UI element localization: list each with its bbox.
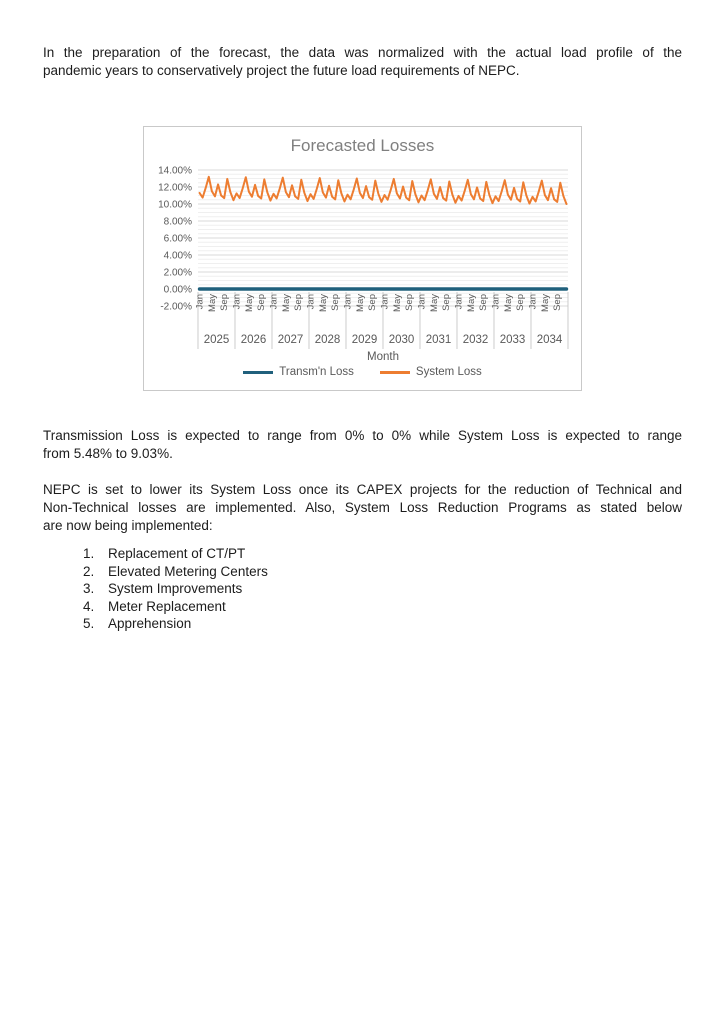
svg-text:Jan: Jan — [527, 294, 539, 310]
svg-text:May: May — [465, 294, 477, 312]
svg-text:Jan: Jan — [379, 294, 391, 310]
svg-text:May: May — [502, 294, 514, 312]
svg-text:4.00%: 4.00% — [163, 250, 192, 262]
paragraph-line: from 5.48% to 9.03%. — [43, 446, 173, 461]
paragraph-line: pandemic years to conservatively project the future load requirements of NEPC. — [43, 63, 520, 78]
svg-text:0.00%: 0.00% — [163, 284, 192, 296]
svg-text:May: May — [243, 294, 255, 312]
svg-text:May: May — [317, 294, 329, 312]
svg-text:Sep: Sep — [367, 294, 379, 311]
svg-text:Sep: Sep — [478, 294, 490, 311]
svg-text:2029: 2029 — [351, 334, 378, 346]
svg-text:2028: 2028 — [314, 334, 341, 346]
chart-title: Forecasted Losses — [290, 136, 435, 155]
svg-text:2031: 2031 — [425, 334, 452, 346]
svg-text:May: May — [280, 294, 292, 312]
svg-text:2032: 2032 — [462, 334, 489, 346]
svg-text:2026: 2026 — [240, 334, 267, 346]
paragraph-line: Transmission Loss is expected to range from 0% to 0% while System Loss is expected to range — [43, 428, 682, 443]
svg-text:Jan: Jan — [416, 294, 428, 310]
svg-text:Jan: Jan — [342, 294, 354, 310]
loss-reduction-programs-list — [43, 545, 268, 633]
list-item: 3. System Improvements — [98, 580, 268, 598]
list-item: 5. Apprehension — [98, 615, 268, 633]
svg-text:May: May — [539, 294, 551, 312]
svg-text:Jan: Jan — [194, 294, 206, 310]
svg-text:2027: 2027 — [277, 334, 304, 346]
svg-text:14.00%: 14.00% — [158, 165, 192, 177]
legend-label-transmission-loss: Transm'n Loss — [279, 366, 354, 378]
svg-text:2034: 2034 — [536, 334, 563, 346]
chart-x-axis-label: Month — [367, 351, 399, 363]
svg-text:Sep: Sep — [256, 294, 268, 311]
svg-text:Sep: Sep — [441, 294, 453, 311]
svg-text:May: May — [428, 294, 440, 312]
svg-text:Sep: Sep — [293, 294, 305, 311]
paragraph-loss-range — [43, 427, 682, 463]
legend-label-system-loss: System Loss — [415, 366, 482, 378]
svg-text:May: May — [206, 294, 218, 312]
legend-item-system-loss — [380, 366, 482, 378]
paragraph-capex-programs — [43, 481, 682, 535]
forecasted-losses-chart — [143, 126, 582, 391]
svg-text:Sep: Sep — [552, 294, 564, 311]
svg-text:2030: 2030 — [388, 334, 415, 346]
svg-text:Jan: Jan — [305, 294, 317, 310]
svg-text:10.00%: 10.00% — [158, 199, 192, 211]
list-item: 2. Elevated Metering Centers — [98, 563, 268, 581]
svg-text:May: May — [354, 294, 366, 312]
svg-text:Sep: Sep — [515, 294, 527, 311]
svg-text:12.00%: 12.00% — [158, 182, 192, 194]
list-item: 4. Meter Replacement — [98, 598, 268, 616]
svg-text:Sep: Sep — [404, 294, 416, 311]
svg-text:Sep: Sep — [330, 294, 342, 311]
paragraph-line: In the preparation of the forecast, the data was normalized with the actual load profile of the — [43, 45, 682, 60]
svg-text:Jan: Jan — [268, 294, 280, 310]
svg-text:2025: 2025 — [203, 334, 230, 346]
svg-text:-2.00%: -2.00% — [160, 301, 192, 313]
svg-text:2033: 2033 — [499, 334, 526, 346]
paragraph-forecast-intro — [43, 44, 682, 80]
transmission-loss-line-swatch — [243, 371, 273, 374]
svg-text:Jan: Jan — [453, 294, 465, 310]
svg-text:6.00%: 6.00% — [163, 233, 192, 245]
svg-text:2.00%: 2.00% — [163, 267, 192, 279]
paragraph-line: are now being implemented: — [43, 518, 213, 533]
legend-item-transmission-loss — [243, 366, 354, 378]
paragraph-line: NEPC is set to lower its System Loss once its CAPEX projects for the reduction of Technical and — [43, 482, 682, 497]
svg-text:Sep: Sep — [219, 294, 231, 311]
svg-text:Jan: Jan — [231, 294, 243, 310]
svg-text:May: May — [391, 294, 403, 312]
system-loss-line-swatch — [380, 371, 410, 374]
svg-text:Jan: Jan — [490, 294, 502, 310]
paragraph-line: Non-Technical losses are implemented. Also, System Loss Reduction Programs as stated below — [43, 500, 682, 515]
list-item: 1. Replacement of CT/PT — [98, 545, 268, 563]
chart-legend — [144, 366, 581, 378]
svg-text:8.00%: 8.00% — [163, 216, 192, 228]
